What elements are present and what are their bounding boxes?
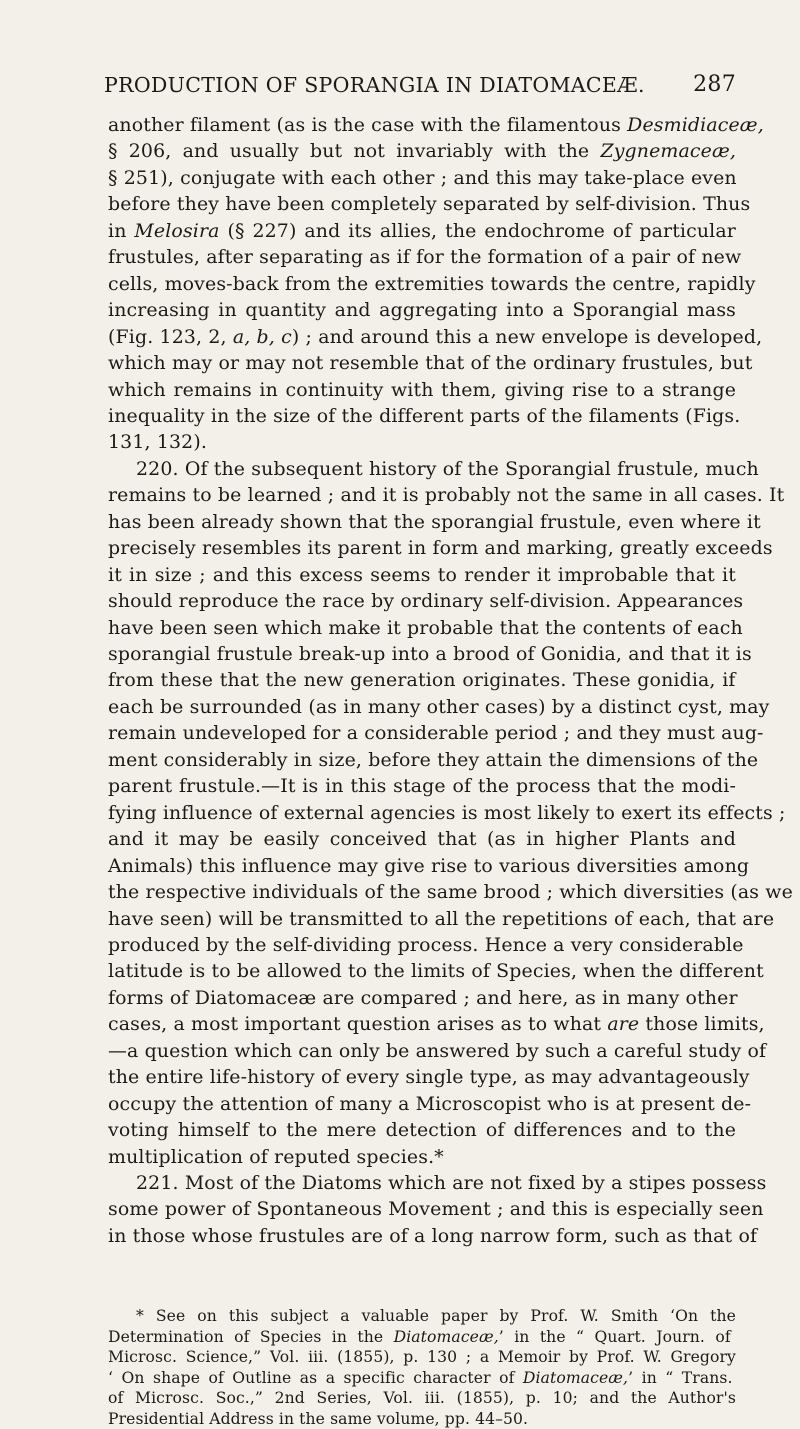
text-line	[108, 1144, 444, 1170]
text-line	[108, 667, 736, 693]
line-text: (Fig. 123, 2,	[108, 325, 233, 348]
text-line	[108, 350, 752, 376]
text-line	[108, 377, 736, 403]
line-text: remain undeveloped for a considerable period ; and they must aug-	[108, 722, 764, 745]
italic-text: Zygnemaceæ,	[600, 140, 737, 163]
text-line	[108, 218, 736, 244]
text-line	[108, 1117, 736, 1143]
text-line	[108, 535, 773, 561]
footnote-line	[108, 1368, 733, 1388]
line-text: ’ in “ Trans.	[628, 1368, 733, 1387]
line-text: another filament (as is the case with the filamentous	[108, 114, 628, 136]
line-text: 220. Of the subsequent history of the Sporangial frustule, much	[136, 457, 759, 480]
text-line	[108, 429, 207, 455]
line-text: ‘ On shape of Outline as a specific character of	[108, 1368, 523, 1387]
line-text: remains to be learned ; and it is probably not the same in all cases. It	[108, 484, 785, 507]
italic-text: Desmidiaceæ,	[627, 114, 764, 136]
line-text: it in size ; and this excess seems to render it improbable that it	[108, 563, 736, 586]
text-line	[108, 720, 764, 746]
text-line	[108, 138, 736, 164]
line-text: those limits,	[639, 1013, 765, 1036]
line-text: ’ in the “ Quart. Journ. of	[498, 1327, 731, 1346]
footnote-line	[108, 1409, 528, 1429]
text-line	[108, 271, 756, 297]
text-line	[108, 773, 736, 799]
text-line	[108, 509, 761, 535]
text-line	[108, 562, 736, 588]
text-line	[108, 482, 784, 508]
line-text: have seen) will be transmitted to all the repetitions of each, that are	[108, 907, 775, 930]
line-text: inequality in the size of the different parts of the filaments (Figs.	[108, 404, 741, 427]
text-line	[108, 1064, 750, 1090]
italic-text: Diatomaceæ,	[393, 1327, 499, 1346]
line-text: occupy the attention of many a Microscopist who is at present de-	[108, 1092, 752, 1115]
line-text: increasing in quantity and aggregating into a Sporangial mass	[108, 299, 737, 322]
text-line	[108, 297, 736, 323]
text-line	[108, 932, 744, 958]
text-line	[108, 641, 752, 667]
line-text: and it may be easily conceived that (as in higher Plants and	[108, 828, 736, 851]
text-line	[108, 958, 764, 984]
line-text: forms of Diatomaceæ are compared ; and here, as in many other	[108, 986, 738, 1009]
line-text: multiplication of reputed species.*	[108, 1145, 444, 1168]
text-line	[108, 879, 793, 905]
text-line	[108, 906, 774, 932]
line-text: which may or may not resemble that of the ordinary frustules, but	[108, 352, 753, 375]
footnote-line	[108, 1347, 736, 1367]
line-text: before they have been completely separated by self-division. Thus	[108, 193, 751, 216]
italic-text: Diatomaceæ,	[522, 1368, 629, 1387]
line-text: from these that the new generation originates. These gonidia, if	[108, 669, 736, 692]
text-line	[136, 456, 759, 482]
line-text: frustules, after separating as if for the formation of a pair of new	[108, 246, 742, 269]
italic-text: are	[607, 1013, 640, 1036]
italic-text: Melosira	[134, 219, 220, 242]
text-line	[136, 1170, 766, 1196]
footnote-line	[108, 1327, 731, 1347]
line-text: of Microsc. Soc.,” 2nd Series, Vol. iii. (1855), p. 10; and the Author's	[108, 1389, 736, 1408]
line-text: 221. Most of the Diatoms which are not fixed by a stipes possess	[136, 1172, 767, 1194]
line-text: ment considerably in size, before they attain the dimensions of the	[108, 748, 759, 771]
line-text: sporangial frustule break-up into a brood of Gonidia, and that it is	[108, 643, 752, 665]
line-text: precisely resembles its parent in form and marking, greatly exceeds	[108, 537, 773, 560]
text-line	[108, 1223, 757, 1249]
line-text: ) ; and around this a new envelope is developed,	[291, 325, 763, 348]
text-line	[108, 826, 736, 852]
line-text: (§ 227) and its allies, the endochrome of particular	[219, 219, 736, 242]
line-text: should reproduce the race by ordinary self-division. Appearances	[108, 590, 744, 613]
line-text: voting himself to the mere detection of differences and to the	[108, 1119, 737, 1142]
line-text: each be surrounded (as in many other cases) by a distinct cyst, may	[108, 695, 770, 718]
italic-text: a, b, c	[232, 325, 292, 348]
line-text: Determination of Species in the	[108, 1327, 394, 1346]
text-line	[108, 1091, 751, 1117]
footnote-line	[136, 1306, 736, 1326]
line-text: Microsc. Science,” Vol. iii. (1855), p. 130 ; a Memoir by Prof. W. Gregory	[108, 1348, 736, 1367]
text-line	[108, 694, 769, 720]
text-line	[108, 747, 758, 773]
line-text: which remains in continuity with them, giving rise to a strange	[108, 378, 737, 401]
text-line	[108, 244, 741, 270]
running-head-title: PRODUCTION OF SPORANGIA IN DIATOMACEÆ.	[104, 73, 645, 97]
line-text: in those whose frustules are of a long narrow form, such as that of	[108, 1224, 758, 1247]
line-text: the entire life-history of every single type, as may advantageously	[108, 1066, 750, 1089]
line-text: some power of Spontaneous Movement ; and this is especially seen	[108, 1198, 764, 1221]
line-text: produced by the self-dividing process. Hence a very considerable	[108, 933, 744, 956]
line-text: * See on this subject a valuable paper by Prof. W. Smith ‘On the	[136, 1307, 736, 1325]
text-line	[108, 191, 750, 217]
text-line	[108, 1011, 765, 1037]
running-head	[104, 70, 736, 100]
text-line	[108, 853, 749, 879]
footnote-line	[108, 1388, 736, 1408]
text-line	[108, 1038, 766, 1064]
line-text: have been seen which make it probable that the contents of each	[108, 616, 743, 639]
line-text: has been already shown that the sporangial frustule, even where it	[108, 510, 761, 533]
line-text: cases, a most important question arises as to what	[108, 1013, 608, 1036]
text-line	[108, 1196, 764, 1222]
text-line	[108, 615, 743, 641]
line-text: fying influence of external agencies is most likely to exert its effects ;	[108, 801, 786, 824]
text-line	[108, 985, 738, 1011]
text-line	[108, 403, 740, 429]
line-text: —a question which can only be answered by such a careful study of	[108, 1039, 767, 1062]
line-text: Animals) this influence may give rise to various diversities among	[108, 854, 750, 877]
line-text: 131, 132).	[108, 431, 207, 454]
line-text: cells, moves-back from the extremities towards the centre, rapidly	[108, 272, 756, 295]
line-text: in	[108, 219, 135, 242]
line-text: the respective individuals of the same brood ; which diversities (as we	[108, 881, 793, 904]
text-line	[108, 588, 743, 614]
page-number: 287	[693, 72, 736, 97]
line-text: § 251), conjugate with each other ; and this may take-place even	[108, 166, 737, 189]
text-line	[108, 800, 786, 826]
line-text: § 206, and usually but not invariably with the	[108, 140, 601, 163]
text-line	[108, 112, 764, 138]
line-text: latitude is to be allowed to the limits of Species, when the different	[108, 960, 764, 983]
text-line	[108, 324, 762, 350]
text-line	[108, 165, 737, 191]
line-text: Presidential Address in the same volume, pp. 44–50.	[108, 1410, 529, 1428]
line-text: parent frustule.—It is in this stage of the process that the modi-	[108, 775, 737, 798]
